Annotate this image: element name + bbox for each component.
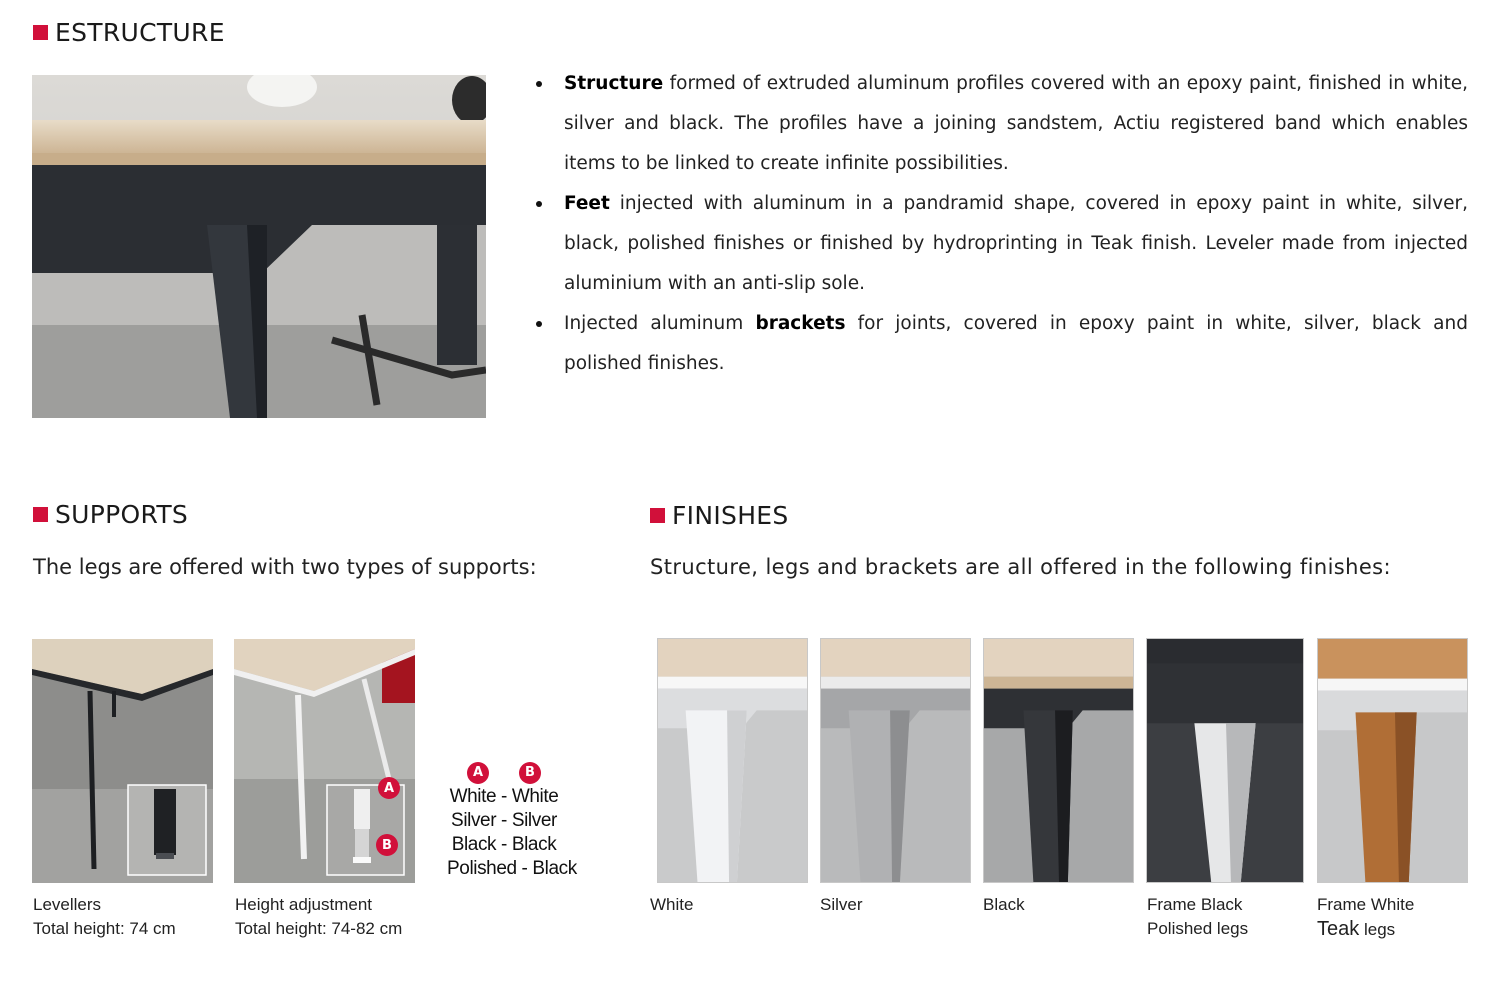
- bullet-feet: [530, 184, 1468, 304]
- supports-title: SUPPORTS: [55, 500, 189, 529]
- bullet-feet-bold: Feet: [564, 193, 610, 214]
- finishes-intro: Structure, legs and brackets are all offered in the following finishes:: [650, 555, 1391, 579]
- estructure-title: ESTRUCTURE: [55, 18, 225, 47]
- finish-black-photo: [983, 638, 1134, 883]
- bullet-brackets-pre: Injected aluminum: [564, 313, 756, 334]
- bullet-structure: [530, 64, 1468, 184]
- support-combinations-legend: [447, 762, 577, 881]
- height-adjustment-caption: [235, 893, 402, 941]
- bullet-brackets-bold: brackets: [755, 313, 846, 334]
- legs-word: legs: [1359, 920, 1396, 939]
- levellers-caption: [33, 893, 176, 941]
- supports-heading: [33, 500, 188, 529]
- bullet-feet-text: injected with aluminum in a pandramid shape, covered in epoxy paint in white, silver, black, polished finishes or finished by hydroprinting in Teak finish. Leveler made from injected aluminium with an anti-slip sole.: [564, 193, 1468, 294]
- levellers-name: Levellers: [33, 895, 102, 914]
- finish-frame-black-label: Frame Black: [1147, 895, 1243, 914]
- legend-row: Polished - Black: [447, 858, 577, 879]
- finish-frame-black-caption: [1147, 893, 1248, 941]
- finishes-heading: [650, 501, 789, 530]
- finish-white-label: White: [650, 895, 694, 914]
- finish-frame-white-photo: [1317, 638, 1468, 883]
- bullet-structure-text: formed of extruded aluminum profiles covered with an epoxy paint, finished in white, silver and black. The profiles have a joining sandstem, Actiu registered band which enables items to be linked to create infinite possibilities.: [564, 73, 1468, 174]
- legend-row: Black - Black: [451, 834, 557, 855]
- finish-black-caption: [983, 893, 1025, 917]
- height-adjustment-photo: [234, 639, 415, 883]
- estructure-bullet-list: [530, 64, 1468, 384]
- finish-frame-white-label: Frame White: [1317, 895, 1415, 914]
- badge-a-icon: A: [467, 762, 489, 784]
- finish-frame-white-caption: [1317, 893, 1414, 942]
- teak-word: Teak: [1317, 918, 1360, 940]
- finish-black-label: Black: [983, 895, 1025, 914]
- finish-silver-caption: [820, 893, 863, 917]
- finishes-title: FINISHES: [672, 501, 789, 530]
- finish-frame-black-photo: [1146, 638, 1304, 883]
- legend-row: Silver - Silver: [451, 810, 557, 831]
- levellers-photo: [32, 639, 213, 883]
- badge-a-icon: A: [378, 777, 400, 799]
- red-square-icon: [33, 507, 48, 522]
- badge-b-icon: B: [519, 762, 541, 784]
- finish-frame-black-sublabel: Polished legs: [1147, 919, 1249, 938]
- estructure-heading: [33, 18, 225, 47]
- finish-silver-label: Silver: [820, 895, 863, 914]
- height-adjustment-detail: Total height: 74-82 cm: [235, 919, 403, 938]
- finish-white-caption: [650, 893, 693, 917]
- badge-b-icon: B: [376, 834, 398, 856]
- legend-row: White - White: [449, 786, 559, 807]
- table-structure-photo: [32, 75, 486, 418]
- finish-white-photo: [657, 638, 808, 883]
- bullet-brackets-text: for joints, covered in epoxy paint in white, silver, black and polished finishes.: [564, 313, 1468, 374]
- bullet-brackets: [530, 304, 1468, 384]
- bullet-structure-bold: Structure: [564, 73, 664, 94]
- red-square-icon: [650, 508, 665, 523]
- finish-silver-photo: [820, 638, 971, 883]
- finish-frame-white-sublabel: [1317, 917, 1414, 942]
- levellers-detail: Total height: 74 cm: [33, 919, 176, 938]
- supports-intro: The legs are offered with two types of supports:: [33, 555, 537, 579]
- height-adjustment-name: Height adjustment: [235, 895, 373, 914]
- red-square-icon: [33, 25, 48, 40]
